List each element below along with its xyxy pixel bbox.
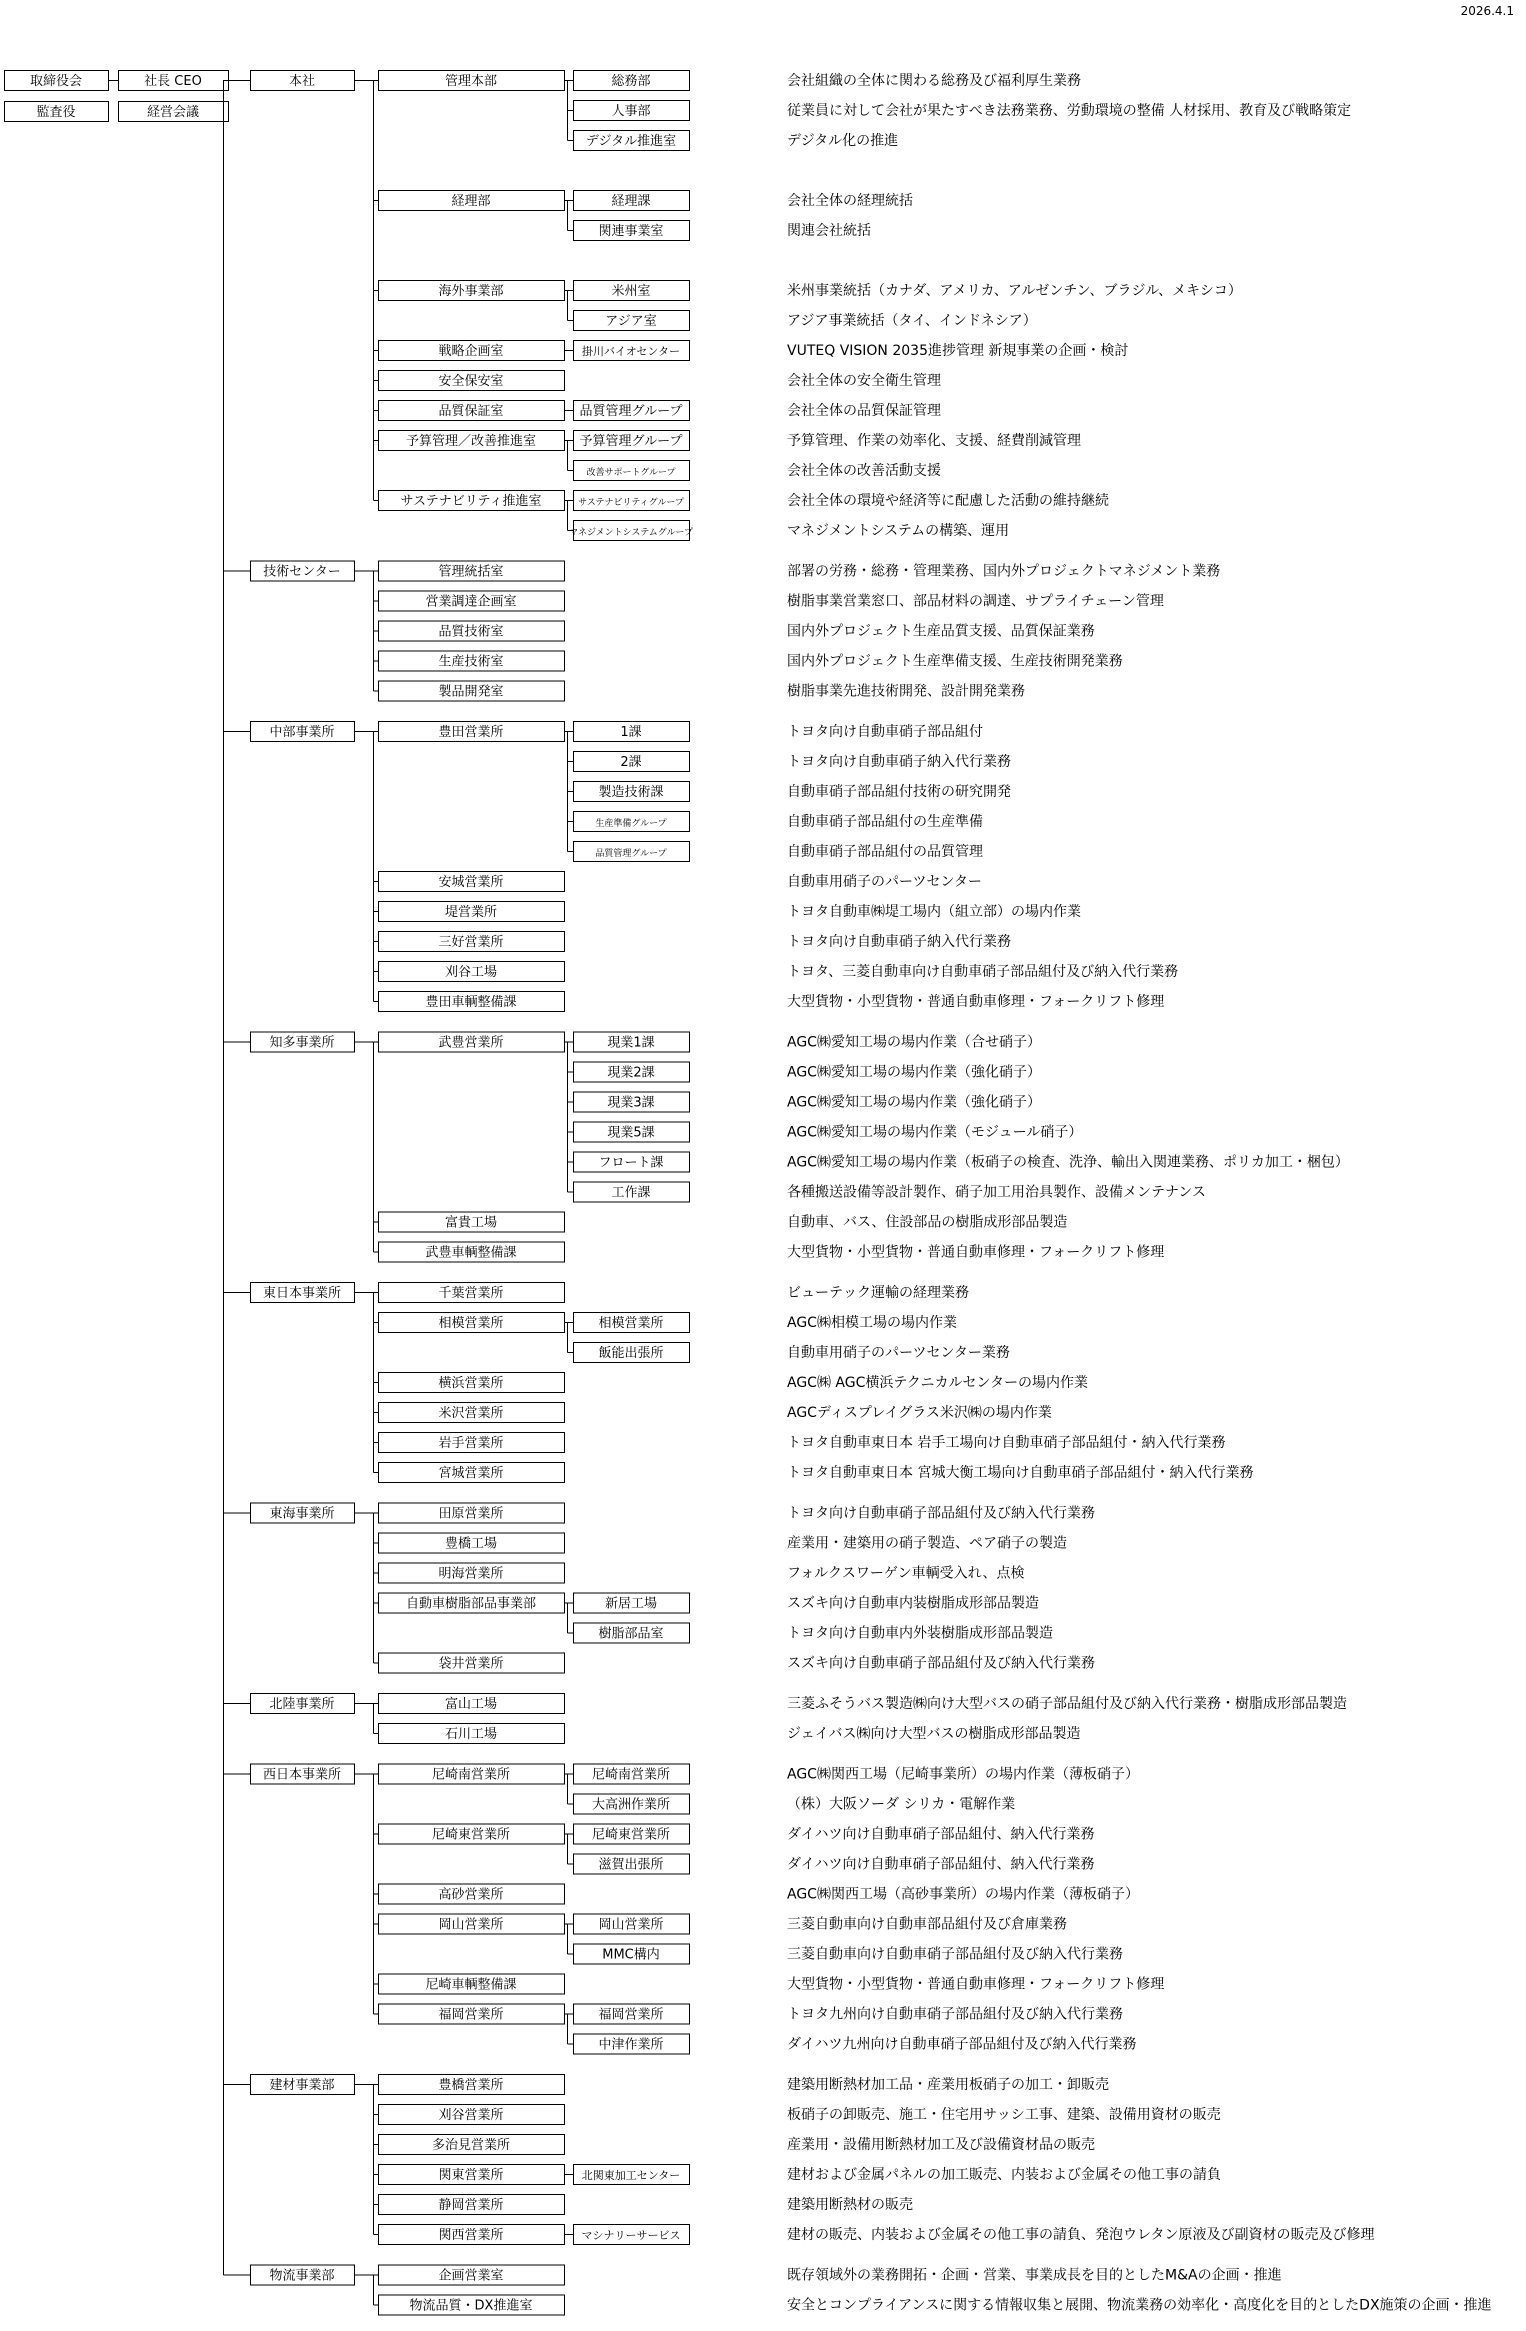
group-box: 管理統括室 [438,564,504,580]
description-text: トヨタ自動車東日本 岩手工場向け自動車硝子部品組付・納入代行業務 [787,1435,1226,1451]
division-box: 東海事業所 [269,1506,335,1522]
description-text: トヨタ向け自動車硝子納入代行業務 [787,934,1011,950]
group-box: 武豊営業所 [438,1035,504,1051]
sub-unit-box: アジア室 [605,314,657,329]
description-text: 樹脂事業先進技術開発、設計開発業務 [787,683,1025,700]
description-text: VUTEQ VISION 2035進捗管理 新規事業の企画・検討 [787,343,1129,359]
description-text: 大型貨物・小型貨物・普通自動車修理・フォークリフト修理 [787,994,1165,1010]
sub-unit-box: 総務部 [611,74,651,89]
group-box: 高砂営業所 [438,1887,504,1903]
description-text: 既存領域外の業務開拓・企画・営業、事業成長を目的としたM&Aの企画・推進 [787,2267,1282,2284]
description-text: AGC㈱ AGC横浜テクニカルセンターの場内作業 [787,1375,1088,1391]
description-text: トヨタ向け自動車硝子部品組付 [787,724,983,740]
sub-unit-box: 経理課 [611,194,651,209]
division-box: 本社 [288,74,316,89]
group-box: 刈谷工場 [444,965,498,980]
group-box: 尼崎車輌整備課 [425,1977,517,1993]
group-box: 武豊車輌整備課 [425,1245,517,1261]
division-box: 知多事業所 [269,1035,335,1051]
group-box: 豊田営業所 [438,725,504,740]
sub-unit-box: 掛川バイオセンター [582,345,680,358]
description-text: ジェイバス㈱向け大型バスの樹脂成形部品製造 [787,1726,1081,1742]
description-text: 板硝子の卸販売、施工・住宅用サッシ工事、建築、設備用資材の販売 [787,2107,1221,2123]
sub-unit-box: 中津作業所 [598,2037,664,2053]
sub-unit-box: 飯能出張所 [598,1346,664,1361]
description-text: スズキ向け自動車硝子部品組付及び納入代行業務 [787,1655,1095,1672]
group-box: 予算管理／改善推進室 [405,434,537,449]
division-box: 技術センター [263,564,341,580]
description-text: 自動車用硝子のパーツセンター [787,874,982,890]
group-box: 製品開発室 [438,684,504,700]
group-box: 生産技術室 [438,654,504,670]
sub-unit-box: 樹脂部品室 [598,1626,664,1642]
group-box: 明海営業所 [438,1566,504,1582]
group-box: 品質技術室 [438,624,504,640]
group-box: 宮城営業所 [438,1466,504,1481]
description-text: アジア事業統括（タイ、インドネシア） [787,313,1037,329]
group-box: 静岡営業所 [438,2198,504,2213]
group-box: 戦略企画室 [438,344,504,359]
description-text: 樹脂事業営業窓口、部品材料の調達、サプライチェーン管理 [787,593,1164,610]
description-text: 三菱ふそうバス製造㈱向け大型バスの硝子部品組付及び納入代行業務・樹脂成形部品製造 [787,1696,1347,1712]
sub-unit-box: 現業2課 [607,1065,655,1081]
division-box: 物流事業部 [269,2268,335,2284]
group-box: 米沢営業所 [438,1406,504,1421]
description-text: 自動車硝子部品組付の品質管理 [787,844,983,860]
sub-unit-box: マシナリーサービス [581,2229,681,2242]
sub-unit-box: フロート課 [598,1155,664,1171]
description-text: 安全とコンプライアンスに関する情報収集と展開、物流業務の効率化・高度化を目的としたDX施策の企画・推進 [787,2297,1492,2314]
sub-unit-box: 製造技術課 [598,785,664,800]
description-text: AGC㈱愛知工場の場内作業（強化硝子） [787,1064,1041,1081]
description-text: 三菱自動車向け自動車部品組付及び倉庫業務 [787,1916,1067,1933]
description-text: トヨタ九州向け自動車硝子部品組付及び納入代行業務 [787,2006,1123,2023]
sub-unit-box: 生産準備グループ [595,819,667,829]
description-text: 自動車硝子部品組付の生産準備 [787,814,983,830]
description-text: AGC㈱愛知工場の場内作業（合せ硝子） [787,1034,1041,1051]
description-text: 大型貨物・小型貨物・普通自動車修理・フォークリフト修理 [787,1976,1165,1993]
group-box: 豊橋営業所 [438,2078,504,2093]
description-text: 会社全体の安全衛生管理 [787,373,941,389]
sub-unit-box: 品質管理グループ [595,849,667,859]
group-box: 横浜営業所 [438,1376,504,1391]
description-text: 三菱自動車向け自動車硝子部品組付及び納入代行業務 [787,1946,1123,1963]
auditor: 監査役 [36,105,76,120]
description-text: AGC㈱愛知工場の場内作業（モジュール硝子） [787,1124,1083,1141]
group-box: 相模営業所 [438,1316,504,1331]
description-text: 会社全体の経理統括 [787,193,913,209]
group-box: 刈谷営業所 [438,2108,504,2123]
group-box: 品質保証室 [438,404,504,419]
group-box: 尼崎南営業所 [431,1767,511,1783]
sub-unit-box: 福岡営業所 [598,2007,664,2023]
group-box: 岩手営業所 [438,1436,504,1451]
sub-unit-box: 現業1課 [607,1035,655,1051]
description-text: 大型貨物・小型貨物・普通自動車修理・フォークリフト修理 [787,1244,1165,1261]
group-box: 富山工場 [444,1697,498,1712]
group-box: サステナビリティ推進室 [400,494,542,509]
description-text: AGC㈱愛知工場の場内作業（強化硝子） [787,1094,1041,1111]
sub-unit-box: 大高洲作業所 [591,1797,671,1813]
description-text: 会社全体の改善活動支援 [787,463,941,479]
group-box: 田原営業所 [438,1506,504,1522]
description-text: 関連会社統括 [787,223,871,239]
sub-unit-box: 改善サポートグループ [586,468,676,478]
description-text: ダイハツ九州向け自動車硝子部品組付及び納入代行業務 [787,2036,1137,2053]
group-box: 三好営業所 [438,935,504,950]
group-box: 袋井営業所 [438,1656,504,1672]
description-text: 建材および金属パネルの加工販売、内装および金属その他工事の請負 [787,2167,1221,2183]
sub-unit-box: 現業5課 [607,1125,655,1141]
description-text: 米州事業統括（カナダ、アメリカ、アルゼンチン、ブラジル、メキシコ） [787,283,1242,299]
group-box: 安城営業所 [438,875,504,890]
group-box: 福岡営業所 [438,2007,504,2023]
description-text: ビューテック運輸の経理業務 [787,1285,969,1301]
description-text: AGC㈱関西工場（高砂事業所）の場内作業（薄板硝子） [787,1886,1139,1903]
sub-unit-box: 2課 [620,755,642,770]
group-box: 豊橋工場 [444,1536,498,1552]
document-date: 2026.4.1 [1460,4,1514,18]
description-text: 自動車硝子部品組付技術の研究開発 [787,784,1011,800]
division-box: 西日本事業所 [262,1767,342,1783]
sub-unit-box: 北関東加工センター [581,2169,681,2182]
division-box: 東日本事業所 [262,1286,342,1301]
division-box: 北陸事業所 [269,1697,335,1712]
description-text: AGC㈱関西工場（尼崎事業所）の場内作業（薄板硝子） [787,1766,1139,1783]
description-text: フォルクスワーゲン車輌受入れ、点検 [787,1565,1025,1582]
sub-unit-box: サステナビリティグループ [578,498,684,508]
description-text: トヨタ向け自動車内外装樹脂成形部品製造 [787,1625,1053,1642]
description-text: AGCディスプレイグラス米沢㈱の場内作業 [787,1405,1052,1421]
description-text: 産業用・建築用の硝子製造、ペア硝子の製造 [787,1535,1067,1552]
description-text: トヨタ向け自動車硝子部品組付及び納入代行業務 [787,1505,1095,1522]
group-box: 安全保安室 [438,374,504,389]
description-text: 会社全体の環境や経済等に配慮した活動の維持継続 [787,493,1109,509]
description-text: 産業用・設備用断熱材加工及び設備資材品の販売 [787,2137,1095,2153]
description-text: スズキ向け自動車内装樹脂成形部品製造 [787,1595,1039,1612]
group-box: 営業調達企画室 [425,594,517,610]
group-box: 自動車樹脂部品事業部 [405,1596,537,1612]
sub-unit-box: 品質管理グループ [579,404,683,419]
group-box: 多治見営業所 [431,2138,511,2153]
sub-unit-box: 工作課 [611,1185,651,1201]
description-text: AGC㈱愛知工場の場内作業（板硝子の検査、洗浄、輸出入関連業務、ポリカ加工・梱包） [787,1154,1349,1171]
description-text: ダイハツ向け自動車硝子部品組付、納入代行業務 [787,1856,1095,1873]
description-text: 建材の販売、内装および金属その他工事の請負、発泡ウレタン原液及び副資材の販売及び修理 [787,2227,1375,2243]
division-box: 中部事業所 [269,725,335,740]
description-text: 予算管理、作業の効率化、支援、経費削減管理 [787,433,1081,449]
description-text: （株）大阪ソーダ シリカ・電解作業 [787,1796,1016,1813]
sub-unit-box: 1課 [620,725,642,740]
group-box: 富貴工場 [444,1215,498,1231]
description-text: ダイハツ向け自動車硝子部品組付、納入代行業務 [787,1826,1095,1843]
sub-unit-box: 相模営業所 [598,1316,664,1331]
description-text: 会社全体の品質保証管理 [787,403,941,419]
description-text: 建築用断熱材加工品・産業用板硝子の加工・卸販売 [787,2077,1109,2093]
sub-unit-box: 関連事業室 [598,224,664,239]
group-box: 海外事業部 [438,284,504,299]
description-text: 建築用断熱材の販売 [787,2197,913,2213]
sub-unit-box: 尼崎東営業所 [591,1827,671,1843]
description-text: 各種搬送設備等設計製作、硝子加工用治具製作、設備メンテナンス [787,1184,1206,1201]
group-box: 千葉営業所 [438,1286,504,1301]
sub-unit-box: 人事部 [611,104,651,119]
sub-unit-box: 現業3課 [607,1095,655,1111]
group-box: 関東営業所 [438,2168,504,2183]
description-text: 自動車用硝子のパーツセンター業務 [787,1345,1010,1361]
description-text: トヨタ向け自動車硝子納入代行業務 [787,754,1011,770]
president-ceo: 社長 CEO [144,74,202,89]
sub-unit-box: マネジメントシステムグループ [568,528,694,538]
sub-unit-box: 岡山営業所 [598,1917,664,1933]
description-text: トヨタ自動車㈱堤工場内（組立部）の場内作業 [787,904,1081,920]
division-box: 建材事業部 [269,2078,335,2093]
group-box: 企画営業室 [438,2268,504,2284]
board-of-directors: 取締役会 [29,74,83,89]
group-box: 豊田車輌整備課 [425,995,517,1010]
description-text: 国内外プロジェクト生産品質支援、品質保証業務 [787,623,1095,640]
description-text: 従業員に対して会社が果たすべき法務業務、労動環境の整備 人材採用、教育及び戦略策定 [787,103,1352,119]
group-box: 岡山営業所 [438,1917,504,1933]
group-box: 石川工場 [444,1727,498,1742]
sub-unit-box: デジタル推進室 [585,134,677,149]
description-text: 自動車、バス、住設部品の樹脂成形部品製造 [787,1214,1068,1231]
management-meeting: 経営会議 [146,105,200,120]
description-text: 部署の労務・総務・管理業務、国内外プロジェクトマネジメント業務 [787,563,1221,580]
description-text: 国内外プロジェクト生産準備支援、生産技術開発業務 [787,653,1123,670]
description-text: AGC㈱相模工場の場内作業 [787,1315,957,1331]
group-box: 関西営業所 [438,2228,504,2243]
group-box: 堤営業所 [444,905,498,920]
group-box: 経理部 [451,194,491,209]
sub-unit-box: 滋賀出張所 [598,1857,664,1873]
description-text: 会社組織の全体に関わる総務及び福利厚生業務 [787,73,1081,89]
description-text: デジタル化の推進 [787,133,899,149]
sub-unit-box: 新居工場 [604,1596,658,1612]
description-text: マネジメントシステムの構築、運用 [787,523,1010,539]
group-box: 物流品質・DX推進室 [409,2298,533,2314]
description-text: トヨタ自動車東日本 宮城大衡工場向け自動車硝子部品組付・納入代行業務 [787,1465,1254,1481]
sub-unit-box: MMC構内 [602,1947,660,1963]
description-text: トヨタ、三菱自動車向け自動車硝子部品組付及び納入代行業務 [787,964,1179,980]
sub-unit-box: 尼崎南営業所 [591,1767,671,1783]
sub-unit-box: 予算管理グループ [579,434,683,449]
group-box: 尼崎東営業所 [431,1827,511,1843]
group-box: 管理本部 [444,74,498,89]
sub-unit-box: 米州室 [611,284,651,299]
